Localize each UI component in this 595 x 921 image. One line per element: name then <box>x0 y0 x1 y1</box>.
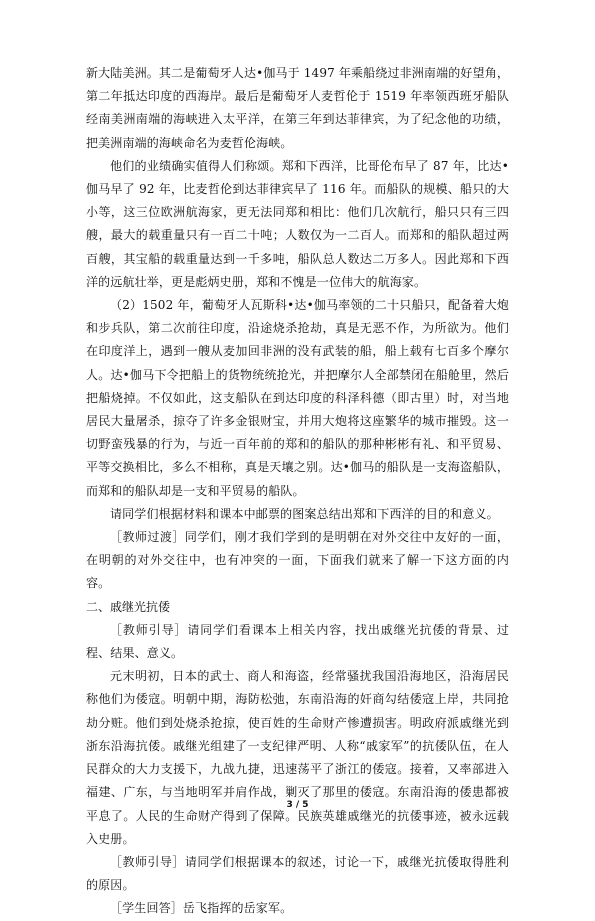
paragraph-6: ［教师引导］请同学们看课本上相关内容，找出戚继光抗倭的背景、过程、结果、意义。 <box>86 622 509 661</box>
paragraph-7: 元末明初，日本的武士、商人和海盗，经常骚扰我国沿海地区，沿海居民称他们为倭寇。明朝中期，海防松弛，东南沿海的奸商勾结倭寇上岸，共同抢劫分赃。他们到处烧杀抢掠，使百姓的生命财产惨遭损害。明政府派戚继光到浙东沿海抗倭。戚继光组建了一支纪律严明、人称“戚家军”的抗倭队伍，在人民群众的大力支援下，九战九捷，迅速荡平了浙江的倭寇。接着，又率部进入福建、广东，与当地明军并肩作战，剿灭了那里的倭寇。东南沿海的倭患都被平息了。人民的生命财产得到了保障。民族英雄戚继光的抗倭事迹，被永远载入史册。 <box>86 669 509 846</box>
section-heading: 二、戚继光抗倭 <box>86 599 171 614</box>
paragraph-9: ［学生回答］岳飞指挥的岳家军。 <box>110 901 293 916</box>
paragraph-8: ［教师引导］请同学们根据课本的叙述，讨论一下，戚继光抗倭取得胜利的原因。 <box>86 854 509 893</box>
paragraph-2: 他们的业绩确实值得人们称颂。郑和下西洋，比哥伦布早了 87 年，比达•伽马早了 92 年，比麦哲伦到达菲律宾早了 116 年。而船队的规模、船只的大小等，这三位欧洲航海家，更无法同郑和相比：他们几次航行，船只只有三四艘，最大的载重量只有一百二十吨；人数仅为一二百人。而郑和的船队超过两百艘，其宝船的载重量达到一千多吨，船队总人数达二万多人。因此郑和下西洋的远航壮举，更是彪炳史册，郑和不愧是一位伟大的航海家。 <box>86 158 509 289</box>
paragraph-3: （2）1502 年，葡萄牙人瓦斯科•达•伽马率领的二十只船只，配备着大炮和步兵队，第二次前往印度，沿途烧杀抢劫，真是无恶不作，为所欲为。他们在印度洋上，遇到一艘从麦加回非洲的没有武装的船，船上载有七百多个摩尔人。达•伽马下令把船上的货物统统抢光，并把摩尔人全部禁闭在船舱里，然后把船烧掉。不仅如此，这支船队在到达印度的科泽科德（即古里）时，对当地居民大量屠杀，掠夺了许多金银财宝，并用大炮将这座繁华的城市摧毁。这一切野蛮残暴的行为，与近一百年前的郑和的船队的那种彬彬有礼、和平贸易、平等交换相比，多么不相称，真是天壤之别。达•伽马的船队是一支海盗船队，而郑和的船队却是一支和平贸易的船队。 <box>86 298 509 498</box>
paragraph-4: 请同学们根据材料和课本中邮票的图案总结出郑和下西洋的目的和意义。 <box>110 506 499 521</box>
page-number: 3 / 5 <box>286 800 309 810</box>
paragraph-1: 新大陆美洲。其二是葡萄牙人达•伽马于 1497 年乘船绕过非洲南端的好望角，第二年抵达印度的西海岸。最后是葡萄牙人麦哲伦于 1519 年率领西班牙船队经南美洲南端的海峡进入太平洋，在第三年到达菲律宾，为了纪念他的功绩，把美洲南端的海峡命名为麦哲伦海峡。 <box>86 66 509 150</box>
paragraph-5: ［教师过渡］同学们，刚才我们学到的是明朝在对外交往中友好的一面，在明朝的对外交往中，也有冲突的一面，下面我们就来了解一下这方面的内容。 <box>86 530 509 591</box>
